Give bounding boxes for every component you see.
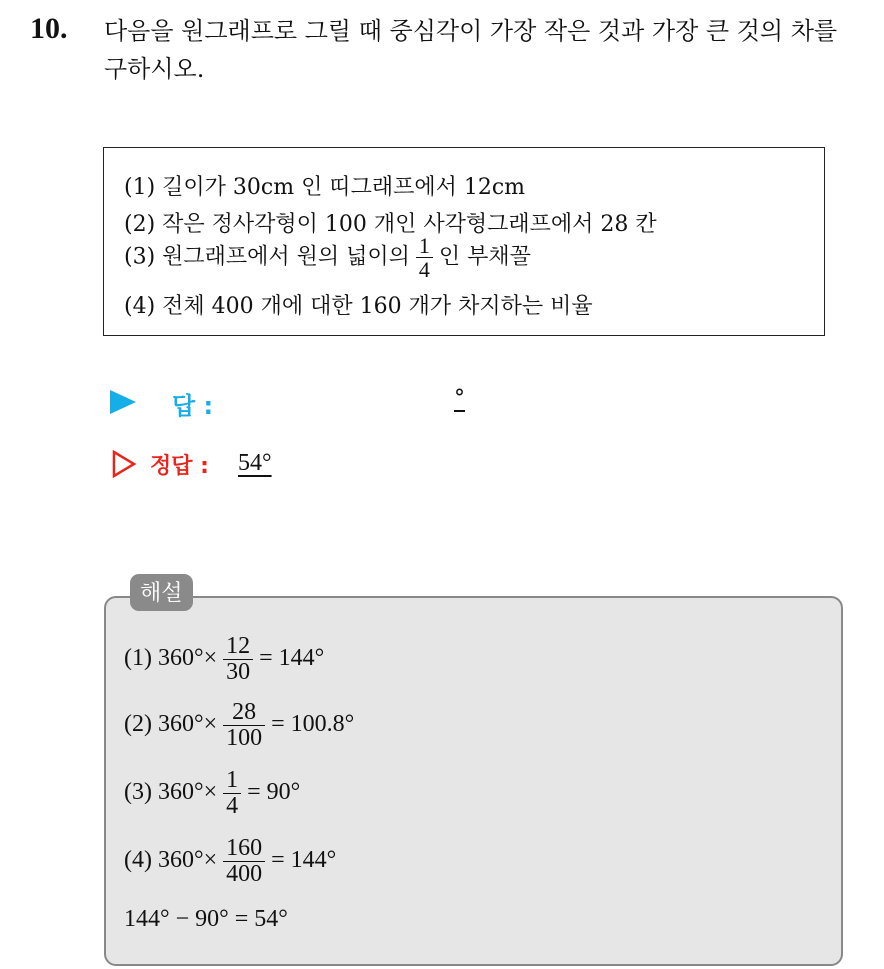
answer-arrow-icon: [110, 390, 136, 414]
correct-arrow-icon: [112, 450, 136, 478]
explanation-line-3: [124, 768, 300, 819]
correct-label: 정답 :: [150, 454, 209, 479]
explanation-line-1: [124, 634, 324, 685]
line-result: = 144°: [271, 847, 337, 874]
question-text: 다음을 원그래프로 그릴 때 중심각이 가장 작은 것과 가장 큰 것의 차를 구하시오.: [104, 17, 838, 83]
condition-4: (4) 전체 400 개에 대한 160 개가 차지하는 비율: [124, 294, 593, 319]
condition-2: (2) 작은 정사각형이 100 개인 사각형그래프에서 28 칸: [124, 212, 657, 237]
answer-label: 답 :: [172, 392, 214, 420]
fraction-numerator: 160: [226, 835, 263, 861]
line-result: = 90°: [247, 779, 301, 806]
line-prefix: (3) 360°×: [124, 779, 218, 806]
correct-value: 54°: [238, 450, 272, 476]
line-fraction: [223, 836, 265, 887]
line-prefix: (2) 360°×: [124, 711, 218, 738]
condition-3-text: (3) 원그래프에서 원의 넓이의: [124, 244, 410, 270]
fraction-numerator: 28: [232, 699, 257, 725]
fraction-numerator: 1: [226, 767, 239, 793]
fraction-denominator: 30: [223, 659, 253, 685]
line-result: = 144°: [259, 645, 325, 672]
condition-3-fraction: [416, 234, 433, 281]
question-number: 10.: [30, 12, 68, 45]
conditions-box: [103, 147, 825, 336]
explanation-tag: 해설: [130, 574, 193, 611]
explanation-final: 144° − 90° = 54°: [124, 906, 288, 932]
line-fraction: [223, 768, 241, 819]
fraction-denominator: 400: [223, 861, 265, 887]
condition-3: [124, 234, 531, 281]
fraction-denominator: 100: [223, 725, 265, 751]
line-prefix: (1) 360°×: [124, 645, 218, 672]
line-prefix: (4) 360°×: [124, 847, 218, 874]
line-fraction: [223, 700, 265, 751]
fraction-numerator: 12: [226, 633, 251, 659]
fraction-denominator: 4: [223, 793, 241, 819]
fraction-numerator: 1: [418, 233, 430, 258]
explanation-line-4: [124, 836, 336, 887]
fraction-denominator: 4: [416, 257, 433, 281]
condition-1: (1) 길이가 30cm 인 띠그래프에서 12cm: [124, 175, 526, 200]
answer-unit[interactable]: °: [454, 386, 465, 411]
condition-3-suffix: 인 부채꼴: [438, 244, 531, 270]
line-result: = 100.8°: [271, 711, 355, 738]
explanation-line-2: [124, 700, 354, 751]
line-fraction: [223, 634, 253, 685]
